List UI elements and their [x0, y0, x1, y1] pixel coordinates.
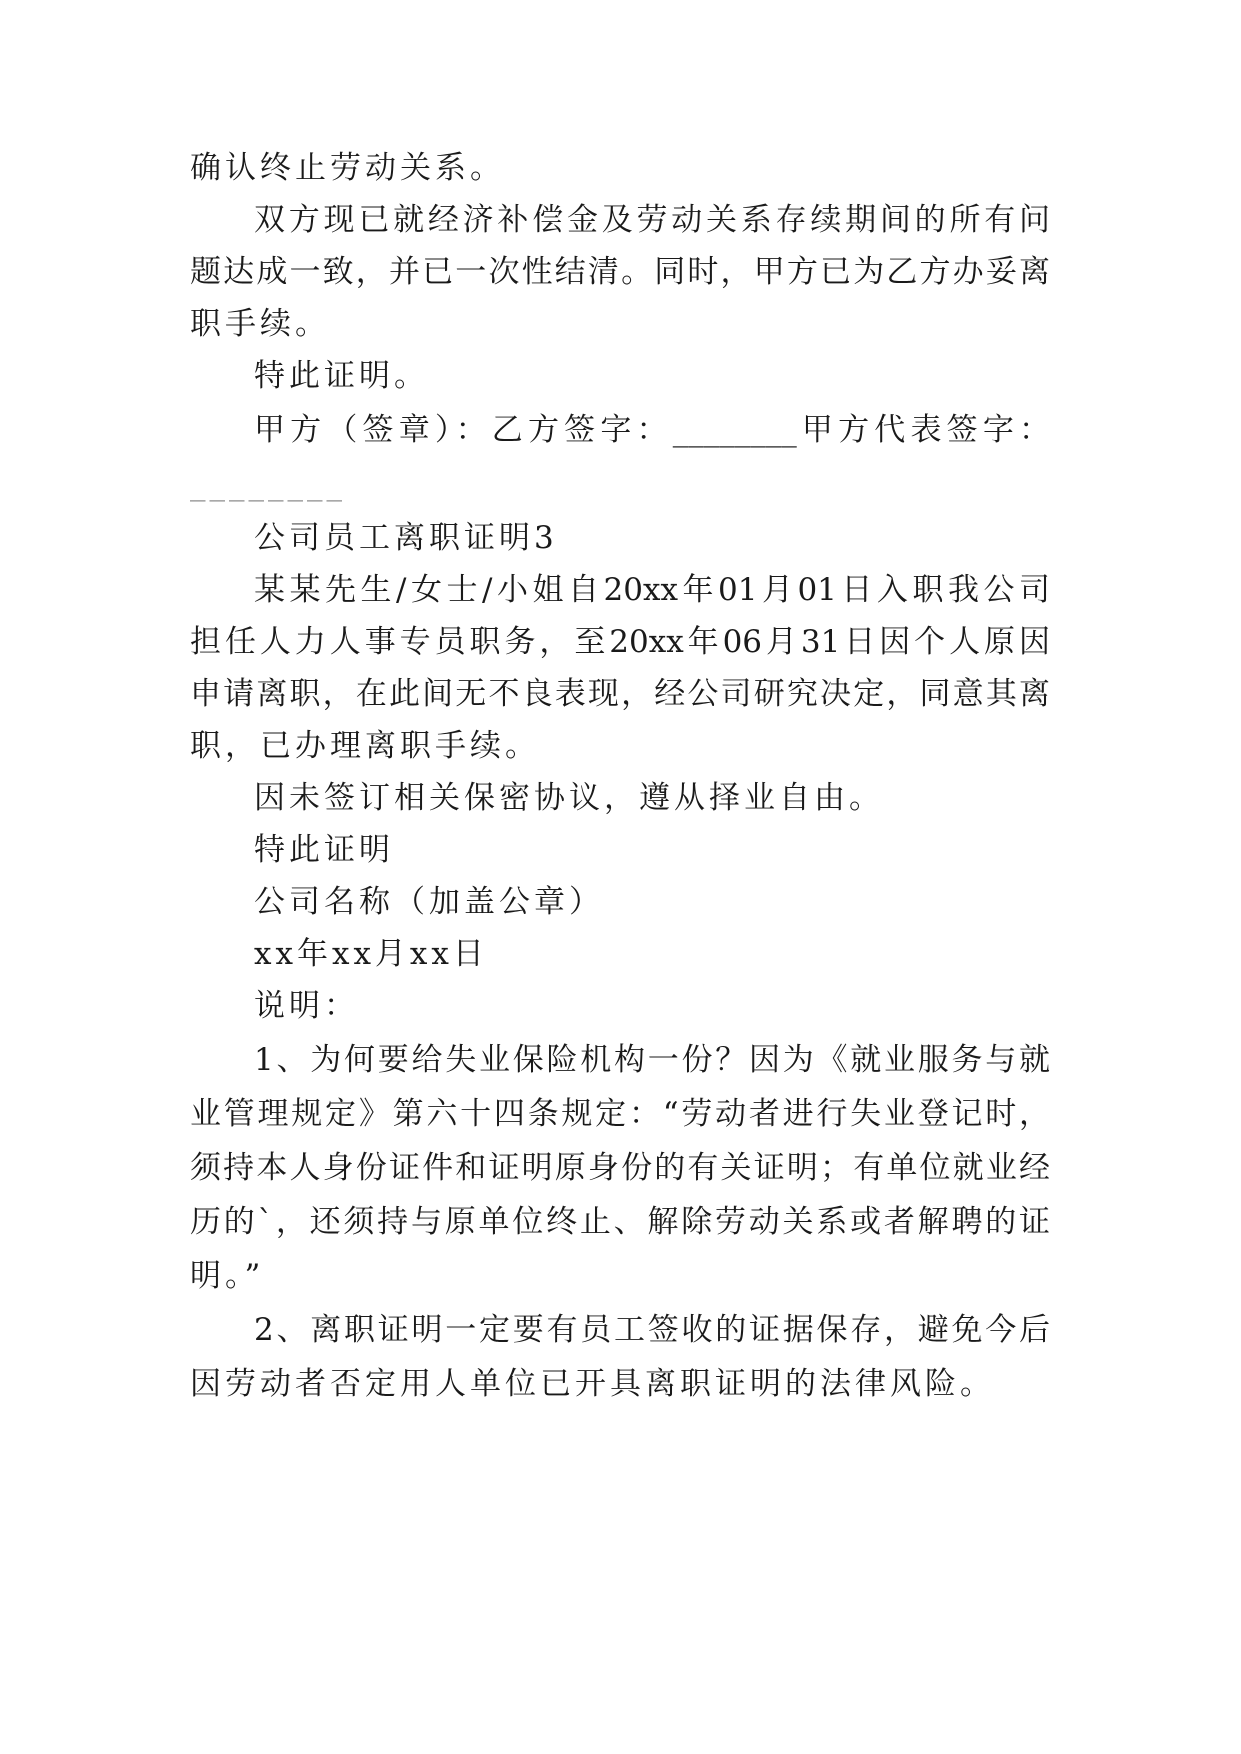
paragraph-line: 历的`，还须持与原单位终止、解除劳动关系或者解聘的证 [190, 1204, 1050, 1240]
paragraph-line: 特此证明 [254, 832, 394, 868]
signature-line: 甲方（签章）：乙方签字：________甲方代表签字： [254, 412, 1050, 448]
signature-blank: ________ [190, 466, 346, 502]
paragraph-line: 因劳动者否定用人单位已开具离职证明的法律风险。 [190, 1366, 995, 1402]
paragraph-line: 明。” [190, 1258, 265, 1294]
paragraph-line: 须持本人身份证件和证明原身份的有关证明；有单位就业经 [190, 1150, 1050, 1186]
paragraph-line: 确认终止劳动关系。 [190, 150, 505, 186]
paragraph-line: 担任人力人事专员职务，至20xx年06月31日因个人原因 [190, 624, 1050, 660]
paragraph-line: 题达成一致，并已一次性结清。同时，甲方已为乙方办妥离 [190, 254, 1050, 290]
paragraph-line: 职，已办理离职手续。 [190, 728, 540, 764]
company-name-line: 公司名称（加盖公章） [254, 884, 604, 920]
paragraph-line: 特此证明。 [254, 358, 429, 394]
paragraph-line: 业管理规定》第六十四条规定：“劳动者进行失业登记时， [190, 1096, 1050, 1132]
date-line: xx年xx月xx日 [254, 936, 488, 972]
paragraph-line: 1、为何要给失业保险机构一份？因为《就业服务与就 [254, 1042, 1050, 1078]
notes-heading: 说明： [254, 988, 359, 1024]
paragraph-line: 双方现已就经济补偿金及劳动关系存续期间的所有问 [254, 202, 1050, 238]
paragraph-line: 申请离职，在此间无不良表现，经公司研究决定，同意其离 [190, 676, 1050, 712]
paragraph-line: 职手续。 [190, 306, 330, 342]
paragraph-line: 因未签订相关保密协议，遵从择业自由。 [254, 780, 884, 816]
paragraph-line: 某某先生/女士/小姐自20xx年01月01日入职我公司 [254, 572, 1050, 608]
paragraph-line: 2、离职证明一定要有员工签收的证据保存，避免今后 [254, 1312, 1050, 1348]
section-title: 公司员工离职证明3 [254, 520, 558, 556]
